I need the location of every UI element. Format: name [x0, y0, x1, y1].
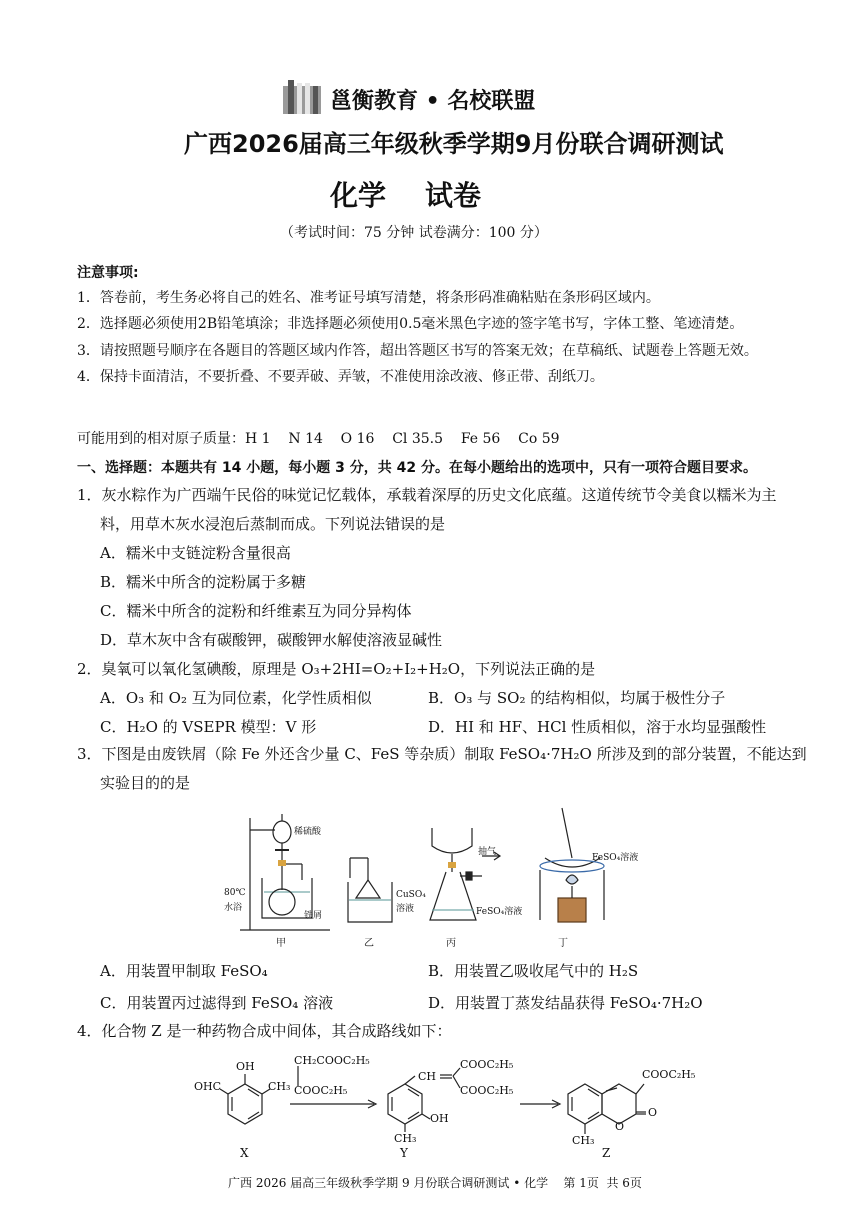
q2-stem: 2．臭氧可以氧化氢碘酸，原理是 O₃+2HI=O₂+I₂+H₂O，下列说法正确的是: [77, 660, 596, 678]
q4-reagent-top: CH₂COOC₂H₅: [294, 1054, 370, 1067]
exam-title: 广西2026届高三年级秋季学期9月份联合调研测试: [184, 130, 724, 158]
q3-label-pump: 抽气: [478, 847, 497, 857]
q3-label-cuso4-solution: 溶液: [396, 904, 415, 914]
q2-option-d: D．HI 和 HF、HCl 性质相似，溶于水均显强酸性: [428, 718, 767, 736]
q3-option-d: D．用装置丁蒸发结晶获得 FeSO₄·7H₂O: [428, 994, 703, 1012]
q4-y-label: Y: [400, 1146, 408, 1160]
q3-label-jia: 甲: [276, 938, 286, 949]
q4-stem: 4．化合物 Z 是一种药物合成中间体，其合成路线如下：: [77, 1022, 452, 1040]
notice-item: 3．请按照题号顺序在各题目的答题区域内作答，超出答题区书写的答案无效；在草稿纸、试题卷上答题无效。: [77, 343, 758, 359]
section-heading: 一、选择题：本题共有 14 小题，每小题 3 分，共 42 分。在每小题给出的选项中，只有一项符合题目要求。: [77, 460, 757, 476]
q4-y-ester-2: COOC₂H₅: [460, 1084, 514, 1097]
q4-y-oh: OH: [430, 1112, 449, 1125]
q4-x-label: X: [240, 1146, 249, 1160]
q1-option-c: C．糯米中所含的淀粉和纤维素互为同分异构体: [100, 602, 412, 620]
q3-label-ding: 丁: [558, 938, 568, 949]
atomic-masses: 可能用到的相对原子质量：H 1 N 14 O 16 Cl 35.5 Fe 56 Co 59: [77, 431, 560, 447]
notice-item: 2．选择题必须使用2B铅笔填涂；非选择题必须使用0.5毫米黑色字迹的签字笔书写，字体工整、笔迹清楚。: [77, 316, 744, 332]
q3-label-iron: 铁屑: [304, 911, 323, 921]
q3-apparatus-figure: [220, 800, 650, 950]
q4-z-label: Z: [602, 1146, 611, 1160]
subject-title: 化学 试卷: [330, 179, 481, 212]
q4-z-ester: COOC₂H₅: [642, 1068, 696, 1081]
q3-label-acid: 稀硫酸: [294, 827, 322, 837]
q4-synthesis-scheme: [190, 1046, 696, 1166]
q4-y-ester-1: COOC₂H₅: [460, 1058, 514, 1071]
q3-label-bing: 丙: [446, 938, 456, 949]
q3-stem: 3．下图是由废铁屑（除 Fe 外还含少量 C、FeS 等杂质）制取 FeSO₄·7H₂O 所涉及到的部分装置，不能达到: [77, 745, 807, 763]
q4-y-ch: CH: [418, 1070, 437, 1083]
q3-label-cuso4: CuSO₄: [396, 890, 426, 900]
q2-option-c: C．H₂O 的 VSEPR 模型：V 形: [100, 718, 317, 736]
q3-option-b: B．用装置乙吸收尾气中的 H₂S: [428, 962, 639, 980]
q1-stem-cont: 料，用草木灰水浸泡后蒸制而成。下列说法错误的是: [100, 515, 446, 533]
q4-z-keto-oxygen: O: [648, 1106, 658, 1119]
q4-z-ch3: CH₃: [572, 1134, 595, 1147]
q3-label-yi: 乙: [364, 938, 374, 949]
exam-time-info: （考试时间：75 分钟 试卷满分：100 分）: [280, 225, 548, 241]
page-footer: 广西 2026 届高三年级秋季学期 9 月份联合调研测试 • 化学 第 1页 共 6页: [228, 1176, 642, 1190]
q4-x-ch3: CH₃: [268, 1080, 291, 1093]
q1-option-d: D．草木灰中含有碳酸钾，碳酸钾水解使溶液显碱性: [100, 631, 443, 649]
q3-option-c: C．用装置丙过滤得到 FeSO₄ 溶液: [100, 994, 334, 1012]
q3-label-feso4-c: FeSO₄溶液: [476, 907, 523, 917]
q3-label-bath: 水浴: [224, 903, 243, 913]
q4-x-oh: OH: [236, 1060, 255, 1073]
brand-name: 邕衡教育 • 名校联盟: [330, 89, 536, 114]
q1-stem: 1．灰水粽作为广西端午民俗的味觉记忆载体，承载着深厚的历史文化底蕴。这道传统节令美食以糯米为主: [77, 486, 777, 504]
q4-x-cho: OHC: [194, 1080, 222, 1093]
notice-heading: 注意事项:: [77, 265, 139, 281]
q3-label-bath-temp: 80℃: [224, 888, 246, 898]
notice-item: 4．保持卡面清洁，不要折叠、不要弄破、弄皱，不准使用涂改液、修正带、刮纸刀。: [77, 369, 604, 385]
q4-y-ch3: CH₃: [394, 1132, 417, 1145]
brand-logo-icon: [283, 80, 321, 114]
q2-option-b: B．O₃ 与 SO₂ 的结构相似，均属于极性分子: [428, 689, 726, 707]
q4-z-ring-oxygen: O: [615, 1120, 625, 1133]
q1-option-b: B．糯米中所含的淀粉属于多糖: [100, 573, 307, 591]
q3-label-feso4-d: FeSO₄溶液: [592, 853, 639, 863]
q1-option-a: A．糯米中支链淀粉含量很高: [100, 544, 291, 562]
notice-item: 1．答卷前，考生务必将自己的姓名、准考证号填写清楚，将条形码准确粘贴在条形码区域内。: [77, 290, 660, 306]
q3-option-a: A．用装置甲制取 FeSO₄: [100, 962, 268, 980]
q4-reagent-bottom: COOC₂H₅: [294, 1084, 348, 1097]
q2-option-a: A．O₃ 和 O₂ 互为同位素，化学性质相似: [100, 689, 372, 707]
q3-stem-cont: 实验目的的是: [100, 774, 191, 792]
